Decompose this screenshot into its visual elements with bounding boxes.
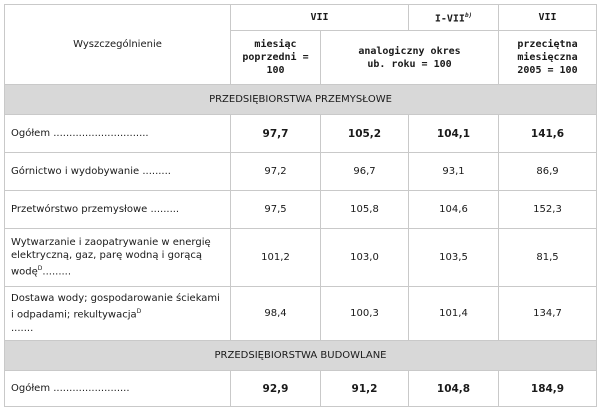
header-footnote-mark: b)	[464, 12, 473, 20]
cell-value: 100,3	[321, 287, 409, 341]
cell-value: 104,8	[409, 371, 499, 407]
row-label: Przetwórstwo przemysłowe .........	[5, 191, 231, 229]
table-row	[5, 229, 597, 287]
cell-value: 152,3	[499, 191, 597, 229]
cell-value: 184,9	[499, 371, 597, 407]
cell-value: 96,7	[321, 153, 409, 191]
cell-value: 97,7	[231, 115, 321, 153]
header-col-vii-2: VII	[499, 5, 597, 31]
table-row	[5, 153, 597, 191]
header-sub1-line1: miesiąc	[254, 39, 297, 50]
header-row-label: Wyszczególnienie	[5, 5, 231, 85]
header-sub2-line2: ub. roku = 100	[367, 58, 452, 70]
row-label: Ogółem ........................	[5, 371, 231, 407]
header-sub2-line1: analogiczny okres	[358, 45, 461, 57]
row-label: Górnictwo i wydobywanie .........	[5, 153, 231, 191]
cell-value: 104,1	[409, 115, 499, 153]
cell-value: 97,2	[231, 153, 321, 191]
header-col-i-vii	[409, 5, 499, 31]
row-label: Ogółem ..............................	[5, 115, 231, 153]
section-title-industry: PRZEDSIĘBIORSTWA PRZEMYSŁOWE	[5, 85, 597, 115]
cell-value: 101,2	[231, 229, 321, 287]
header-sub3-line2: miesięczna	[517, 52, 578, 63]
cell-value: 103,5	[409, 229, 499, 287]
cell-value: 105,8	[321, 191, 409, 229]
row-label-dots: .......	[11, 322, 34, 334]
header-sub1-line2: poprzedni =	[242, 52, 309, 63]
table-row	[5, 191, 597, 229]
table-row	[5, 371, 597, 407]
cell-value: 92,9	[231, 371, 321, 407]
cell-value: 91,2	[321, 371, 409, 407]
cell-value: 101,4	[409, 287, 499, 341]
header-sub3-line1: przeciętna	[517, 39, 578, 50]
cell-value: 103,0	[321, 229, 409, 287]
cell-value: 105,2	[321, 115, 409, 153]
row-label-text: Dostawa wody; gospodarowanie ściekami i odpadami; rekultywacja	[11, 293, 220, 321]
cell-value: 81,5	[499, 229, 597, 287]
header-sub-analogous-period	[321, 31, 499, 85]
table-row	[5, 115, 597, 153]
cell-value: 141,6	[499, 115, 597, 153]
footnote-mark: D	[136, 308, 142, 316]
cell-value: 97,5	[231, 191, 321, 229]
section-title-construction: PRZEDSIĘBIORSTWA BUDOWLANE	[5, 341, 597, 371]
cell-value: 93,1	[409, 153, 499, 191]
header-sub-monthly-average	[499, 31, 597, 85]
row-label-text: Wytwarzanie i zaopatrywanie w energię elektryczną, gaz, parę wodną i gorącą wodę	[11, 237, 211, 278]
header-sub1-line3: 100	[266, 65, 285, 76]
header-col-vii: VII	[231, 5, 409, 31]
statistics-table	[4, 4, 597, 407]
footnote-mark: D	[37, 265, 43, 273]
row-label	[5, 287, 231, 341]
cell-value: 98,4	[231, 287, 321, 341]
cell-value: 86,9	[499, 153, 597, 191]
row-label	[5, 229, 231, 287]
cell-value: 104,6	[409, 191, 499, 229]
header-sub3-line3: 2005 = 100	[517, 65, 578, 76]
header-col-i-vii-text: I-VII	[434, 13, 465, 25]
cell-value: 134,7	[499, 287, 597, 341]
table-row	[5, 287, 597, 341]
row-label-dots: .........	[42, 266, 72, 278]
header-sub-previous-month	[231, 31, 321, 85]
